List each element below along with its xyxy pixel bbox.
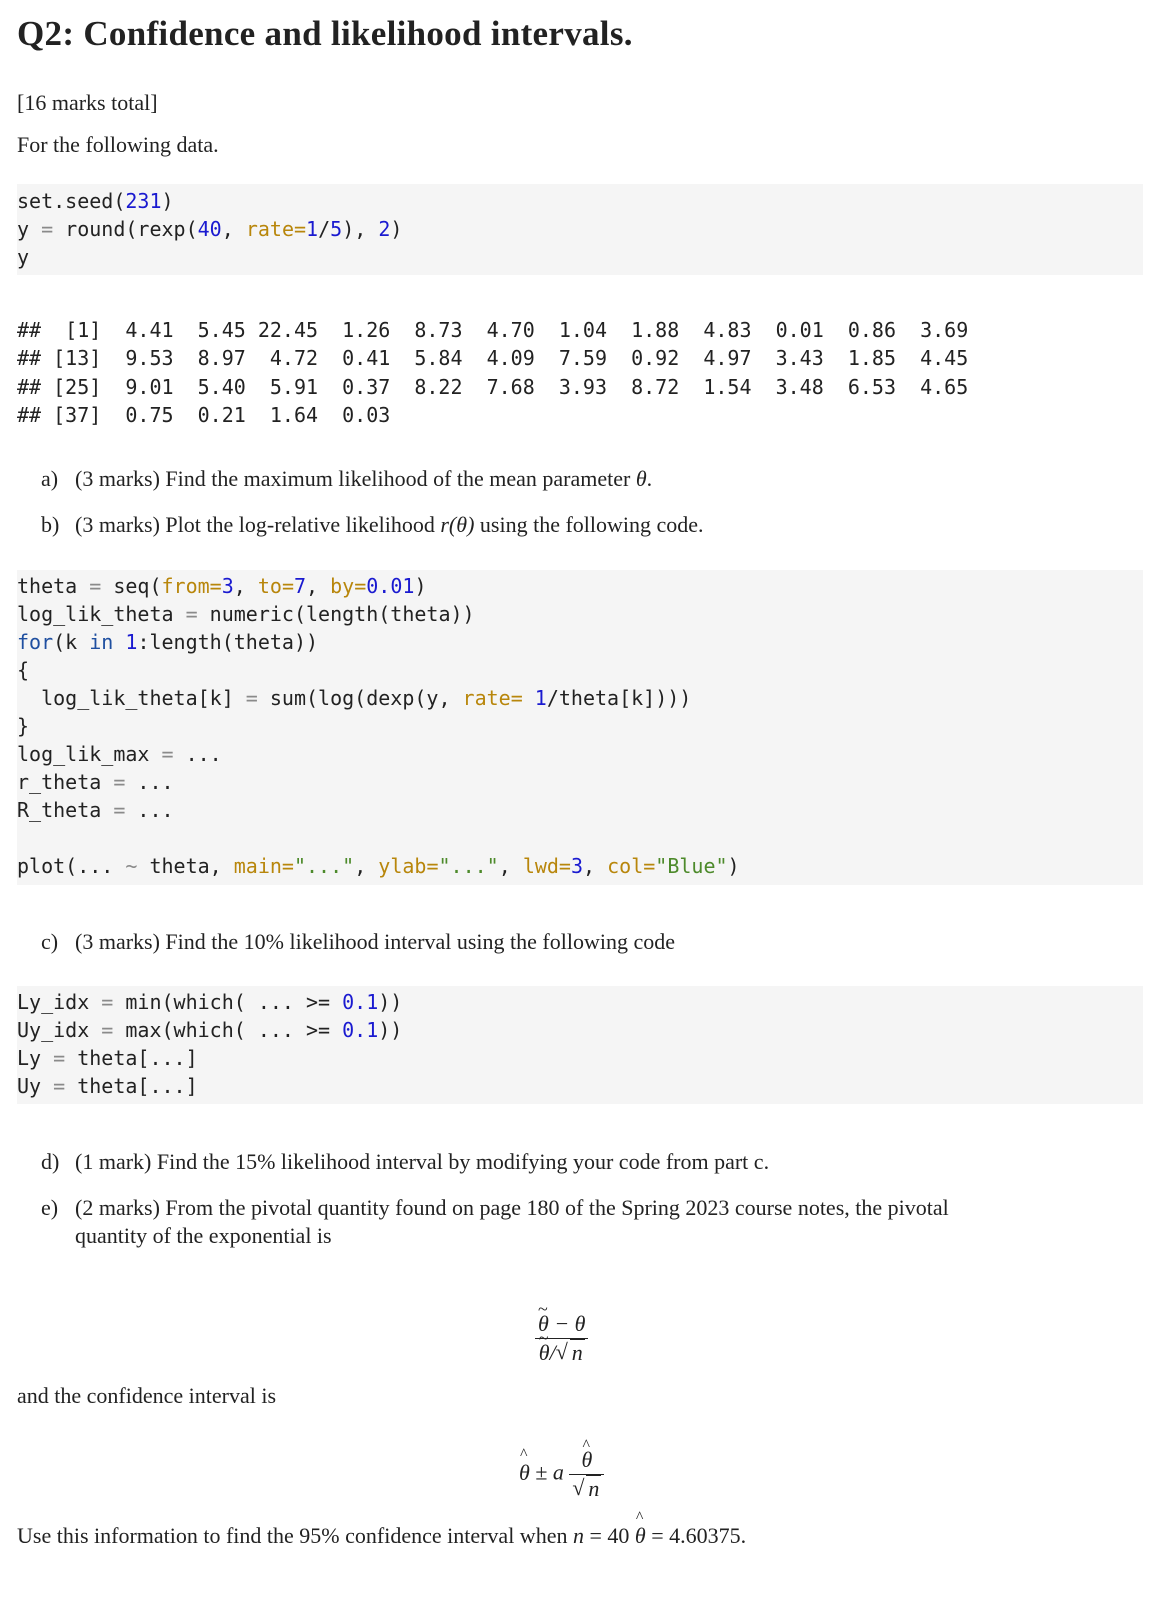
code-line: plot(... ~ theta, main="...", ylab="...", lwd=3, col="Blue") [17, 854, 740, 878]
marks-total: [16 marks total] [17, 90, 158, 115]
part-e: e) (2 marks) From the pivotal quantity found on page 180 of the Spring 2023 course notes, the pivotal [41, 1195, 949, 1220]
part-c: c) (3 marks) Find the 10% likelihood interval using the following code [41, 929, 676, 954]
part-b: b) (3 marks) Plot the log-relative likelihood r(θ) using the following code. [41, 512, 704, 537]
code-block-interval [17, 986, 1143, 1104]
code-block-loglik [17, 570, 1143, 885]
code-line: { [17, 658, 30, 682]
code-line: y [17, 245, 30, 269]
output-line: ## [1] 4.41 5.45 22.45 1.26 8.73 4.70 1.04 1.88 4.83 0.01 0.86 3.69 [17, 318, 969, 342]
code-line: log_lik_theta = numeric(length(theta)) [17, 602, 475, 626]
code-line: y = round(rexp(40, rate=1/5), 2) [17, 217, 403, 241]
code-line: R_theta = ... [17, 798, 174, 822]
pivotal-formula: ~ θ − θ ~ θ/√ n [535, 1310, 588, 1367]
code-line: Uy_idx = max(which( ... >= 0.1)) [17, 1018, 403, 1042]
output-line: ## [37] 0.75 0.21 1.64 0.03 [17, 403, 391, 427]
code-line: set.seed(231) [17, 189, 174, 213]
code-line: log_lik_theta[k] = sum(log(dexp(y, rate= 1/theta[k]))) [17, 686, 692, 710]
output-line: ## [13] 9.53 8.97 4.72 0.41 5.84 4.09 7.59 0.92 4.97 3.43 1.85 4.45 [17, 346, 969, 370]
code-line: for(k in 1:length(theta)) [17, 630, 319, 654]
output-line: ## [25] 9.01 5.40 5.91 0.37 8.22 7.68 3.93 8.72 1.54 3.48 6.53 4.65 [17, 375, 969, 399]
code-line: Ly = theta[...] [17, 1046, 198, 1070]
code-line: Uy = theta[...] [17, 1074, 198, 1098]
code-block-seed [17, 184, 1143, 275]
part-e-continuation: quantity of the exponential is [75, 1223, 332, 1248]
code-line: } [17, 714, 30, 738]
question-title: Q2: Confidence and likelihood intervals. [17, 14, 633, 53]
ci-formula: ^ θ ± a ^ θ √ n [519, 1446, 604, 1503]
code-line: Ly_idx = min(which( ... >= 0.1)) [17, 990, 403, 1014]
part-a: a) (3 marks) Find the maximum likelihood of the mean parameter θ. [41, 466, 653, 491]
part-d: d) (1 mark) Find the 15% likelihood interval by modifying your code from part c. [41, 1149, 770, 1174]
code-line: theta = seq(from=3, to=7, by=0.01) [17, 574, 427, 598]
code-line: r_theta = ... [17, 770, 174, 794]
final-instruction: Use this information to find the 95% confidence interval when n = 40 ^ θ = 4.60375. [17, 1523, 746, 1549]
intro-text: For the following data. [17, 132, 219, 157]
code-line: log_lik_max = ... [17, 742, 222, 766]
ci-intro: and the confidence interval is [17, 1383, 277, 1408]
